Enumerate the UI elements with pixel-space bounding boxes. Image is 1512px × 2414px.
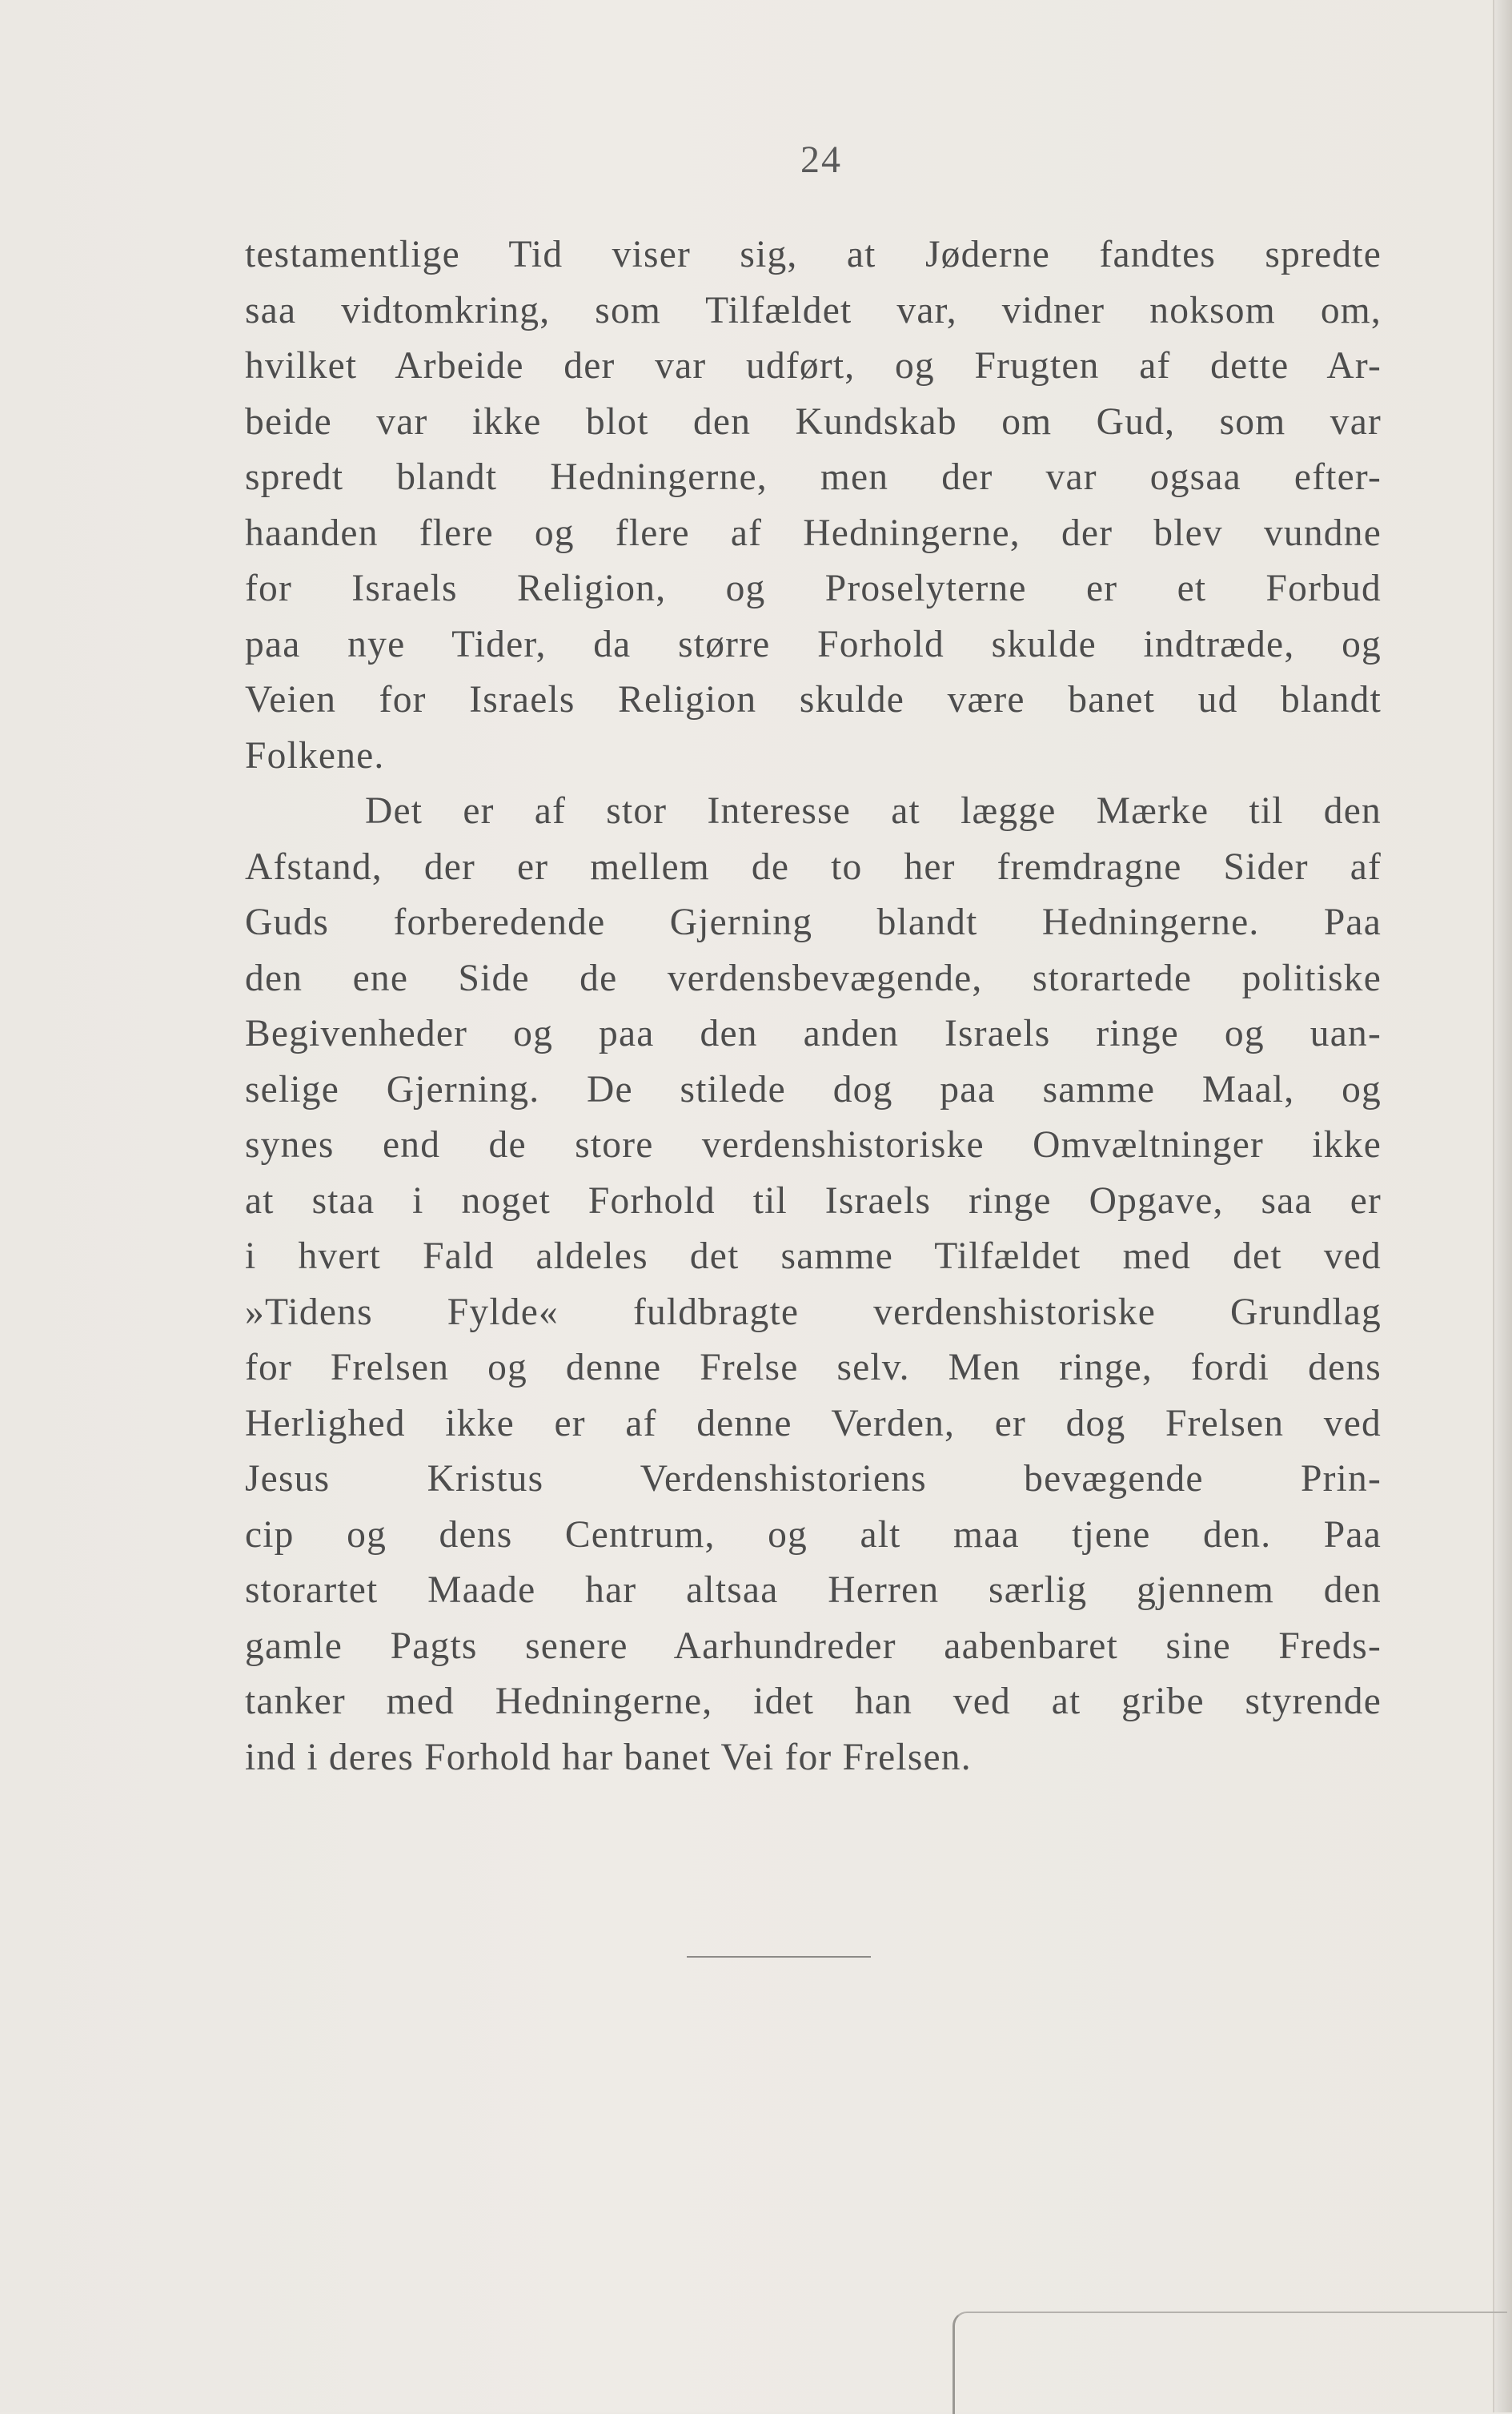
text-line: synes end de store verdenshistoriske Omvæltninger ikke bbox=[245, 1124, 1382, 1166]
text-line: tanker med Hedningerne, idet han ved at gribe styrende bbox=[245, 1681, 1382, 1722]
text-line: Begivenheder og paa den anden Israels ringe og uan- bbox=[245, 1013, 1382, 1054]
text-line: paa nye Tider, da større Forhold skulde indtræde, og bbox=[245, 623, 1382, 665]
text-line: saa vidtomkring, som Tilfældet var, vidner noksom om, bbox=[245, 289, 1382, 331]
text-line: Herlighed ikke er af denne Verden, er dog Frelsen ved bbox=[245, 1402, 1382, 1444]
text-line: hvilket Arbeide der var udført, og Frugten af dette Ar- bbox=[245, 345, 1382, 387]
text-line: at staa i noget Forhold til Israels ringe Opgave, saa er bbox=[245, 1179, 1382, 1222]
text-line: spredt blandt Hedningerne, men der var ogsaa efter- bbox=[245, 456, 1382, 498]
text-line: gamle Pagts senere Aarhundreder aabenbaret sine Freds- bbox=[245, 1625, 1382, 1667]
text-line: i hvert Fald aldeles det samme Tilfældet med det ved bbox=[245, 1235, 1382, 1277]
text-line: Afstand, der er mellem de to her fremdragne Sider af bbox=[245, 846, 1382, 888]
text-line: storartet Maade har altsaa Herren særlig gjennem den bbox=[245, 1569, 1382, 1611]
body-text bbox=[245, 227, 1382, 1785]
text-line: Folkene. bbox=[245, 734, 385, 777]
text-line: Veien for Israels Religion skulde være banet ud blandt bbox=[245, 679, 1382, 721]
text-line: for Israels Religion, og Proselyterne er et Forbud bbox=[245, 568, 1382, 609]
text-line: selige Gjerning. De stilede dog paa samme Maal, og bbox=[245, 1068, 1382, 1111]
section-divider bbox=[687, 1956, 871, 1958]
text-line: Guds forberedende Gjerning blandt Hedningerne. Paa bbox=[245, 902, 1382, 943]
text-line: cip og dens Centrum, og alt maa tjene den. Paa bbox=[245, 1513, 1382, 1556]
text-line: Det er af stor Interesse at lægge Mærke til den bbox=[365, 790, 1382, 832]
text-line: testamentlige Tid viser sig, at Jøderne fandtes spredte bbox=[245, 234, 1382, 275]
text-line: beide var ikke blot den Kundskab om Gud, som var bbox=[245, 400, 1382, 443]
page-corner-mark bbox=[953, 2312, 1507, 2414]
text-line: den ene Side de verdensbevægende, storartede politiske bbox=[245, 957, 1382, 999]
text-line: Jesus Kristus Verdenshistoriens bevægende Prin- bbox=[245, 1458, 1382, 1500]
text-line: for Frelsen og denne Frelse selv. Men ringe, fordi dens bbox=[245, 1347, 1382, 1388]
page-edge bbox=[1493, 0, 1512, 2412]
text-line: »Tidens Fylde« fuldbragte verdenshistoriske Grundlag bbox=[245, 1291, 1382, 1333]
text-line: haanden flere og flere af Hedningerne, der blev vundne bbox=[245, 512, 1382, 554]
text-line: ind i deres Forhold har banet Vei for Frelsen. bbox=[245, 1736, 972, 1778]
page-number: 24 bbox=[800, 139, 842, 181]
